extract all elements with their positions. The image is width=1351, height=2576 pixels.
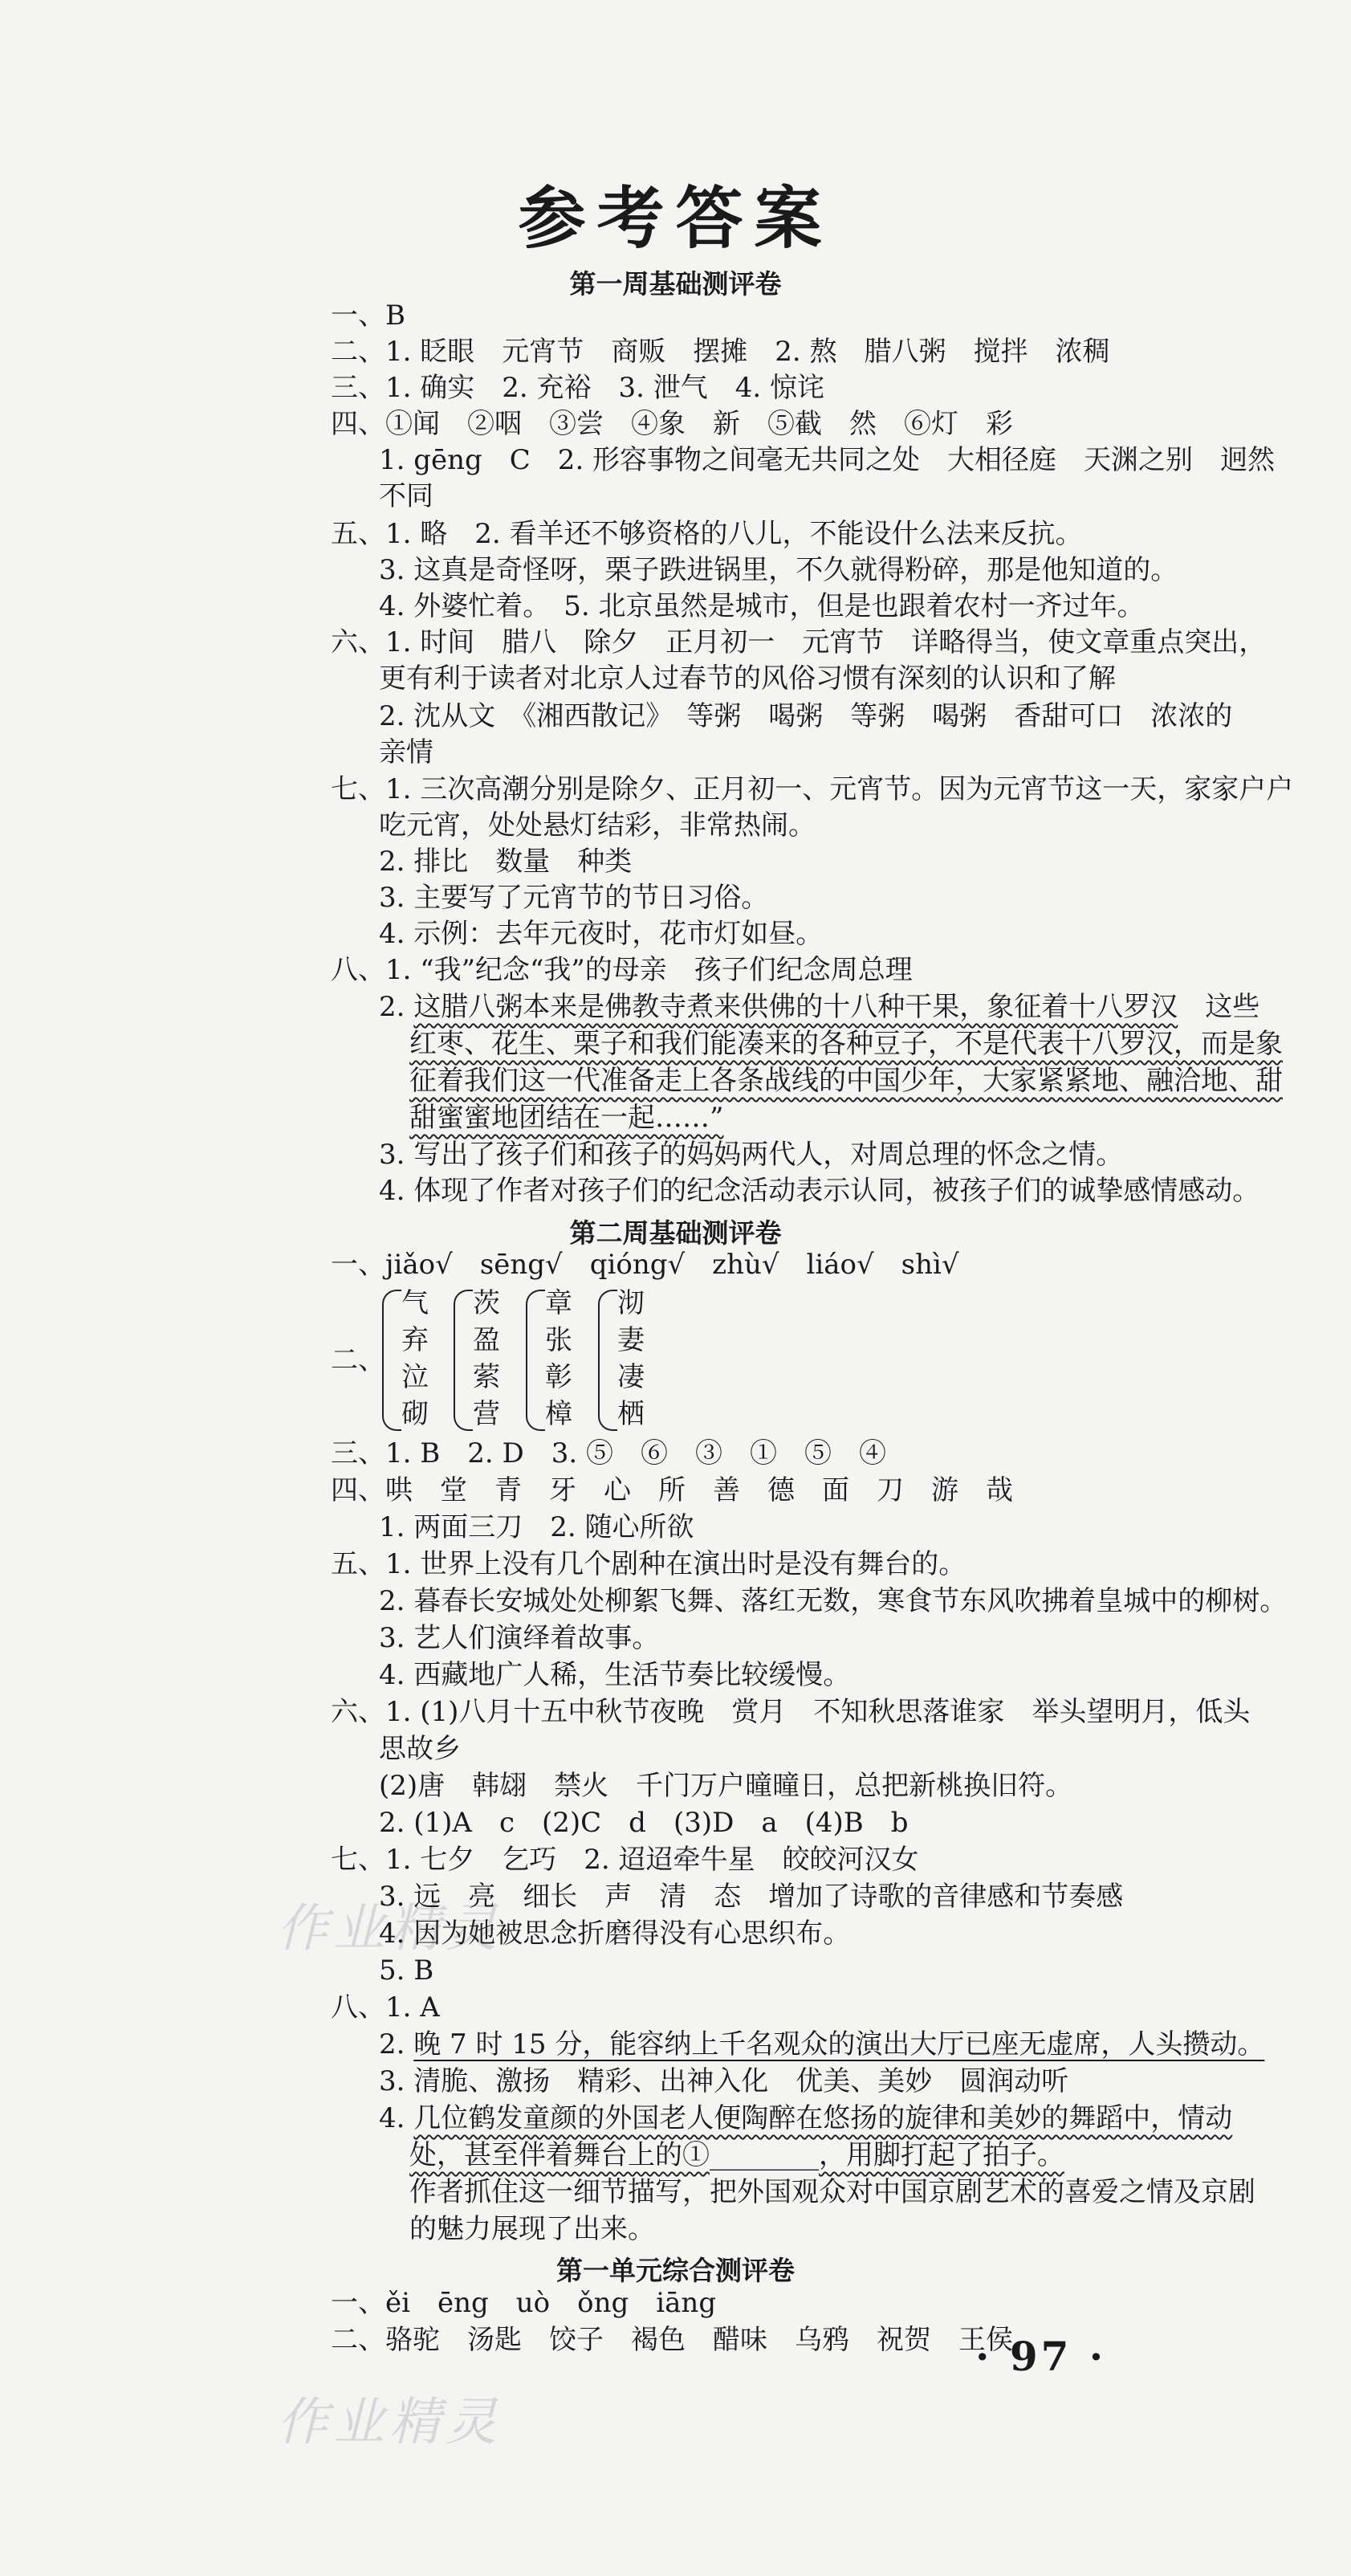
char-2-4: 营 (473, 1398, 500, 1430)
u1-line-01: 一、ěi ēng uò ǒng iāng (331, 2287, 717, 2319)
w2-line-21-wavy: 几位鹤发童颜的外国老人便陶醉在悠扬的旋律和美妙的舞蹈中，情动 (413, 2102, 1233, 2134)
char-1-2: 弃 (401, 1324, 429, 1356)
w2-line-20: 3. 清脆、激扬 精彩、出神入化 优美、美妙 圆润动听 (379, 2065, 1069, 2097)
brace-2 (454, 1290, 473, 1431)
char-3-3: 彰 (545, 1361, 572, 1393)
w2-line-02-label: 二、 (331, 1344, 385, 1376)
w1-line-09: 4. 外婆忙着。 5. 北京虽然是城市，但是也跟着农村一齐过年。 (379, 590, 1145, 622)
char-group-2 (473, 1285, 513, 1433)
section-title-week1: 第一周基础测评卷 (569, 268, 782, 300)
w2-line-24: 的魅力展现了出来。 (409, 2213, 655, 2245)
w1-line-15: 吃元宵，处处悬灯结彩，非常热闹。 (379, 809, 816, 842)
watermark-mid: 作业精灵 (277, 1899, 502, 1958)
w1-line-20 (379, 991, 1259, 1023)
char-4-2: 妻 (617, 1324, 645, 1356)
w2-line-15: 3. 远 亮 细长 声 清 态 增加了诗歌的音律感和节奏感 (379, 1881, 1124, 1913)
char-3-1: 章 (545, 1287, 572, 1319)
w2-line-01: 一、jiǎo√ sēng√ qióng√ zhù√ liáo√ shì√ (331, 1249, 959, 1281)
w2-line-04: 四、哄 堂 青 牙 心 所 善 德 面 刀 游 哉 (331, 1474, 1013, 1506)
w2-line-22-blank: ________ (710, 2139, 819, 2171)
char-3-4: 樟 (545, 1398, 572, 1430)
w2-line-10: 六、1. (1)八月十五中秋节夜晚 赏月 不知秋思落谁家 举头望明月，低头 (331, 1696, 1251, 1728)
w2-line-06: 五、1. 世界上没有几个剧种在演出时是没有舞台的。 (331, 1548, 966, 1580)
w2-line-16: 4. 因为她被思念折磨得没有心思织布。 (379, 1918, 851, 1950)
w2-line-17: 5. B (379, 1954, 434, 1987)
w2-line-22-wavy-a: 处，甚至伴着舞台上的① (409, 2139, 710, 2171)
brace-3 (526, 1290, 545, 1431)
w2-line-19-underlined: 晚 7 时 15 分，能容纳上千名观众的演出大厅已座无虚席，人头攒动。 (413, 2028, 1265, 2060)
w1-line-24: 3. 写出了孩子们和孩子的妈妈两代人，对周总理的怀念之情。 (379, 1139, 1124, 1171)
w1-line-23: 甜蜜蜜地团结在一起……” (409, 1102, 724, 1134)
w2-line-05: 1. 两面三刀 2. 随心所欲 (379, 1511, 694, 1543)
section-title-unit1: 第一单元综合测评卷 (556, 2255, 795, 2286)
w2-line-19-num: 2. (379, 2028, 414, 2060)
char-2-2: 盈 (473, 1324, 500, 1356)
w1-line-20-tail: 这些 (1178, 991, 1260, 1023)
char-4-3: 凄 (617, 1361, 645, 1393)
w1-line-16: 2. 排比 数量 种类 (379, 846, 633, 878)
watermark-bottom: 作业精灵 (277, 2393, 502, 2452)
w1-line-18: 4. 示例：去年元夜时，花市灯如昼。 (379, 918, 824, 950)
w2-line-09: 4. 西藏地广人稀，生活节奏比较缓慢。 (379, 1659, 851, 1691)
w1-line-07: 五、1. 略 2. 看羊还不够资格的八儿，不能设什么法来反抗。 (331, 518, 1083, 550)
char-4-1: 沏 (617, 1287, 645, 1319)
w1-line-05: 1. gēng C 2. 形容事物之间毫无共同之处 大相径庭 天渊之别 迥然 (379, 444, 1276, 476)
w2-line-03: 三、1. B 2. D 3. ⑤ ⑥ ③ ① ⑤ ④ (331, 1437, 886, 1469)
w2-line-21-num: 4. (379, 2102, 414, 2134)
w1-line-20-num: 2. (379, 991, 414, 1023)
w1-line-08: 3. 这真是奇怪呀，栗子跌进锅里，不久就得粉碎，那是他知道的。 (379, 554, 1178, 586)
w1-line-21: 红枣、花生、栗子和我们能凑来的各种豆子，不是代表十八罗汉，而是象 (409, 1028, 1283, 1060)
w2-line-08: 3. 艺人们演绎着故事。 (379, 1622, 660, 1654)
w1-line-22: 征着我们这一代准备走上各条战线的中国少年，大家紧紧地、融洽地、甜 (409, 1065, 1283, 1097)
w1-line-14: 七、1. 三次高潮分别是除夕、正月初一、元宵节。因为元宵节这一天，家家户户 (331, 773, 1294, 805)
char-2-1: 茨 (473, 1287, 500, 1319)
char-group-3 (545, 1285, 585, 1433)
w2-line-19 (379, 2028, 1264, 2060)
w1-line-10: 六、1. 时间 腊八 除夕 正月初一 元宵节 详略得当，使文章重点突出， (331, 626, 1267, 658)
w1-line-01: 一、B (331, 300, 405, 332)
char-3-2: 张 (545, 1324, 572, 1356)
char-1-4: 砌 (401, 1398, 429, 1430)
w2-line-13: 2. (1)A c (2)C d (3)D a (4)B b (379, 1807, 909, 1839)
w1-line-02: 二、1. 眨眼 元宵节 商贩 摆摊 2. 熬 腊八粥 搅拌 浓稠 (331, 336, 1110, 368)
char-group-1 (401, 1285, 442, 1433)
w2-line-21 (379, 2102, 1232, 2134)
w1-line-13: 亲情 (379, 736, 433, 768)
char-4-4: 栖 (617, 1398, 645, 1430)
w1-line-11: 更有利于读者对北京人过春节的风俗习惯有深刻的认识和了解 (379, 662, 1116, 695)
w1-line-17: 3. 主要写了元宵节的节日习俗。 (379, 882, 769, 914)
section-title-week2: 第二周基础测评卷 (569, 1217, 782, 1249)
u1-line-02: 二、骆驼 汤匙 饺子 褐色 醋味 乌鸦 祝贺 王侯 (331, 2324, 1013, 2356)
brace-1 (382, 1290, 401, 1431)
char-1-1: 气 (401, 1287, 429, 1319)
char-2-3: 萦 (473, 1361, 500, 1393)
w2-line-14: 七、1. 七夕 乞巧 2. 迢迢牵牛星 皎皎河汉女 (331, 1844, 919, 1876)
w1-line-12: 2. 沈从文 《湘西散记》 等粥 喝粥 等粥 喝粥 香甜可口 浓浓的 (379, 700, 1233, 732)
w1-line-04: 四、①闻 ②咽 ③尝 ④象 新 ⑤截 然 ⑥灯 彩 (331, 408, 1013, 440)
w2-line-11: 思故乡 (379, 1733, 461, 1765)
page-title: 参考答案 (518, 178, 833, 258)
w1-line-06: 不同 (379, 480, 433, 512)
w1-line-19: 八、1. “我”纪念“我”的母亲 孩子们纪念周总理 (331, 954, 913, 986)
page-number: · 97 · (975, 2333, 1107, 2380)
w2-line-12: (2)唐 韩翃 禁火 千门万户曈曈日，总把新桃换旧符。 (379, 1770, 1073, 1802)
char-1-3: 泣 (401, 1361, 429, 1393)
w2-line-22-wavy-b: ，用脚打起了拍子。 (819, 2139, 1064, 2171)
brace-4 (598, 1290, 617, 1431)
w2-line-23: 作者抓住这一细节描写，把外国观众对中国京剧艺术的喜爱之情及京剧 (409, 2176, 1255, 2208)
w1-line-03: 三、1. 确实 2. 充裕 3. 泄气 4. 惊诧 (331, 372, 824, 404)
w1-line-20-wavy: 这腊八粥本来是佛教寺煮来供佛的十八种干果，象征着十八罗汉 (413, 991, 1178, 1023)
w2-line-07: 2. 暮春长安城处处柳絮飞舞、落红无数，寒食节东风吹拂着皇城中的柳树。 (379, 1585, 1288, 1617)
w2-line-18: 八、1. A (331, 1991, 440, 2024)
w1-line-25: 4. 体现了作者对孩子们的纪念活动表示认同，被孩子们的诚挚感情感动。 (379, 1175, 1260, 1207)
char-group-4 (617, 1285, 657, 1433)
w2-line-22 (409, 2139, 1064, 2171)
